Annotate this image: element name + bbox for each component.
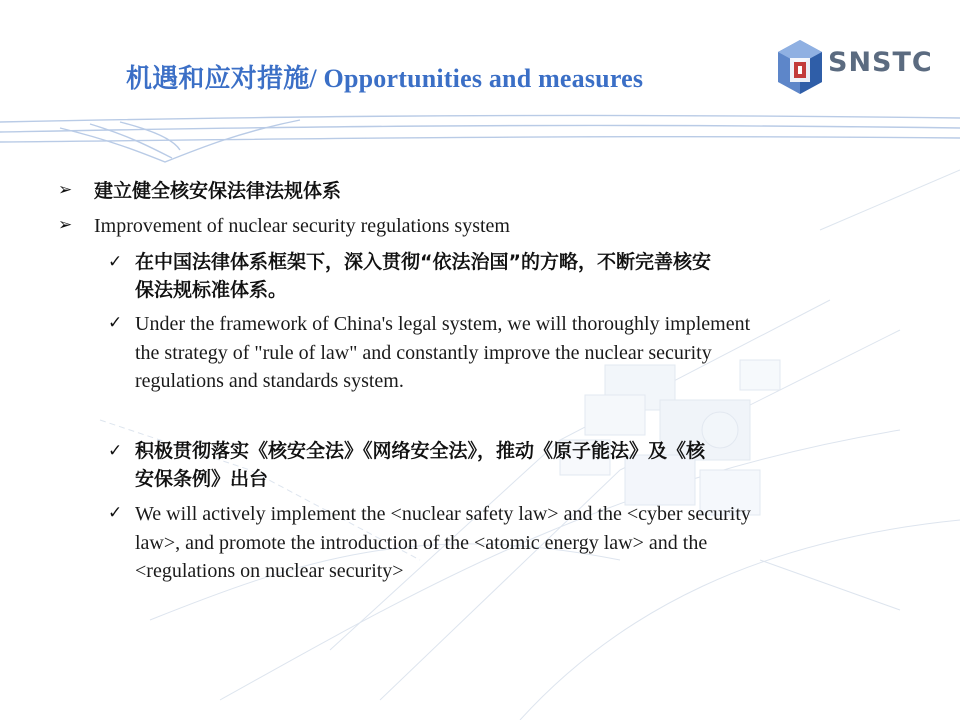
text-line: the strategy of "rule of law" and constantly improve the nuclear security xyxy=(135,341,712,364)
text-line: We will actively implement the <nuclear safety law> and the <cyber security xyxy=(135,503,751,525)
text-line: regulations and standards system. xyxy=(135,370,404,392)
subbullet-en-2 xyxy=(135,500,895,586)
snstc-cube-icon xyxy=(776,38,824,96)
bullet-heading-en: Improvement of nuclear security regulations system xyxy=(94,215,510,237)
text-line: law>, and promote the introduction of the <atomic energy law> and the xyxy=(135,531,708,554)
text-line: 积极贯彻落实《核安全法》《网络安全法》，推动《原子能法》及《核 xyxy=(135,440,706,462)
bullet-heading-zh: 建立健全核安保法律法规体系 xyxy=(94,180,342,202)
text-line: 保法规标准体系。 xyxy=(135,279,288,301)
text-line: <regulations on nuclear security> xyxy=(135,560,404,582)
page-title: 机遇和应对措施/ Opportunities and measures xyxy=(126,64,644,93)
subbullet-en-1 xyxy=(135,310,895,396)
snstc-logo xyxy=(776,36,936,98)
arrow-bullet-icon: ➢ xyxy=(58,215,73,235)
header-swoosh xyxy=(0,115,960,162)
text-line: 安保条例》出台 xyxy=(135,468,269,490)
check-bullet-icon: ✓ xyxy=(108,313,123,333)
check-bullet-icon: ✓ xyxy=(108,503,123,523)
subbullet-zh-2 xyxy=(135,437,895,493)
text-line: 在中国法律体系框架下，深入贯彻“依法治国”的方略，不断完善核安 xyxy=(135,251,711,273)
text-line: Under the framework of China's legal system, we will thoroughly implement xyxy=(135,313,751,335)
subbullet-zh-1 xyxy=(135,248,895,304)
check-bullet-icon: ✓ xyxy=(108,252,123,272)
arrow-bullet-icon: ➢ xyxy=(58,180,73,200)
check-bullet-icon: ✓ xyxy=(108,441,123,461)
logo-text: SNSTC xyxy=(828,47,933,78)
